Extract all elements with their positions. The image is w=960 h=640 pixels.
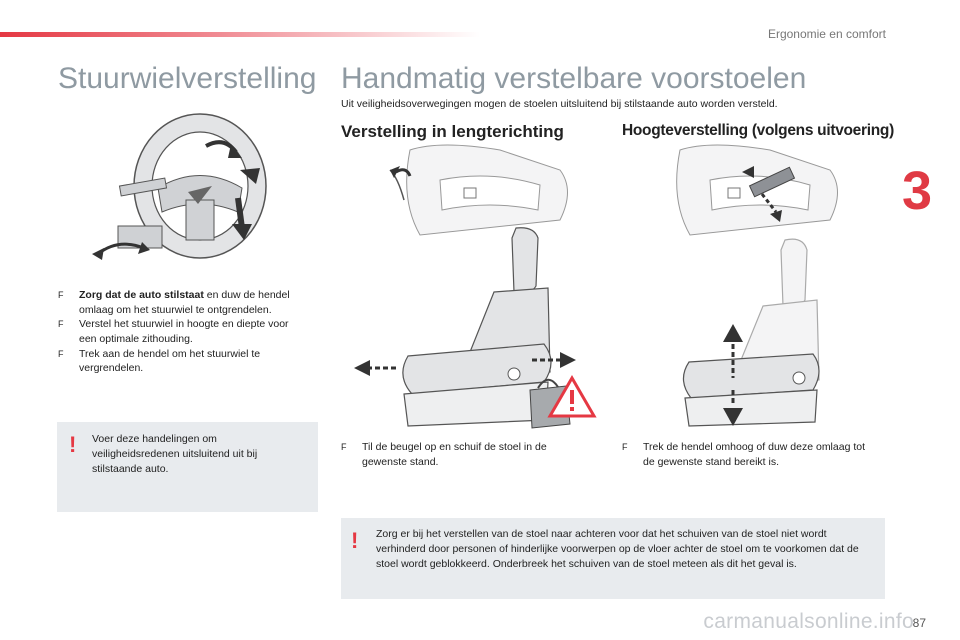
exclamation-mark-icon: ! (351, 528, 359, 553)
seat-warning-text: Zorg er bij het verstellen van de stoel naar achteren voor dat het schuiven van de stoel niet wordt verhinderd door personen of hinderlijke voorwerpen op de vloer achter de stoel om te voorkomen dat de stoel wordt geblokkeerd. Onderbreek het schuiven van de stoel meteen als dit het geval is. (376, 528, 859, 571)
seat-longitudinal-illustration (348, 222, 598, 432)
height-step-text: Trek de hendel omhoog of duw deze omlaag tot de gewenste stand bereikt is. (643, 441, 866, 468)
chapter-number: 3 (902, 161, 933, 221)
seat-warning-box (341, 518, 885, 599)
bullet-text: en duw de hendel omlaag om het stuurwiel te ontgrendelen. (79, 289, 290, 316)
longitudinal-heading: Verstelling in lengterichting (341, 122, 564, 141)
bullet-text: Trek aan de hendel om het stuurwiel te vergrendelen. (79, 347, 261, 375)
seats-intro: Uit veiligheidsoverwegingen mogen de stoelen uitsluitend bij stilstaande auto worden versteld. (341, 98, 778, 110)
checkbox-bullet-icon: F (58, 348, 64, 359)
page-number: 87 (912, 616, 926, 630)
steering-warning-box (57, 422, 318, 512)
steering-wheel-illustration (88, 108, 278, 268)
seats-title: Handmatig verstelbare voorstoelen (341, 62, 807, 95)
steering-instructions (58, 288, 308, 376)
exclamation-mark-icon: ! (69, 432, 77, 457)
section-title: Ergonomie en comfort (767, 27, 886, 41)
checkbox-bullet-icon: F (341, 442, 347, 452)
longitudinal-step-text: Til de beugel op en schuif de stoel in de gewenste stand. (362, 441, 547, 468)
seat-height-illustration (665, 230, 865, 430)
steering-title: Stuurwielverstelling (58, 62, 317, 95)
height-step (622, 440, 872, 469)
height-heading: Hoogteverstelling (volgens uitvoering) (622, 122, 894, 139)
checkbox-bullet-icon: F (58, 290, 64, 300)
longitudinal-step (341, 440, 591, 469)
watermark: carmanualsonline.info (703, 610, 914, 633)
bullet-text: Verstel het stuurwiel in hoogte en diepte voor een optimale zithouding. (79, 318, 289, 346)
header-accent-bar (0, 32, 480, 37)
bullet-bold: Zorg dat de auto stilstaat (79, 289, 204, 301)
list-item (58, 347, 308, 376)
checkbox-bullet-icon: F (622, 442, 628, 452)
checkbox-bullet-icon: F (58, 319, 64, 330)
steering-warning-text: Voer deze handelingen om veiligheidsredenen uitsluitend uit bij stilstaande auto. (92, 433, 258, 476)
list-item (58, 317, 308, 346)
list-item (58, 288, 308, 317)
seat-height-detail-illustration (650, 140, 850, 240)
